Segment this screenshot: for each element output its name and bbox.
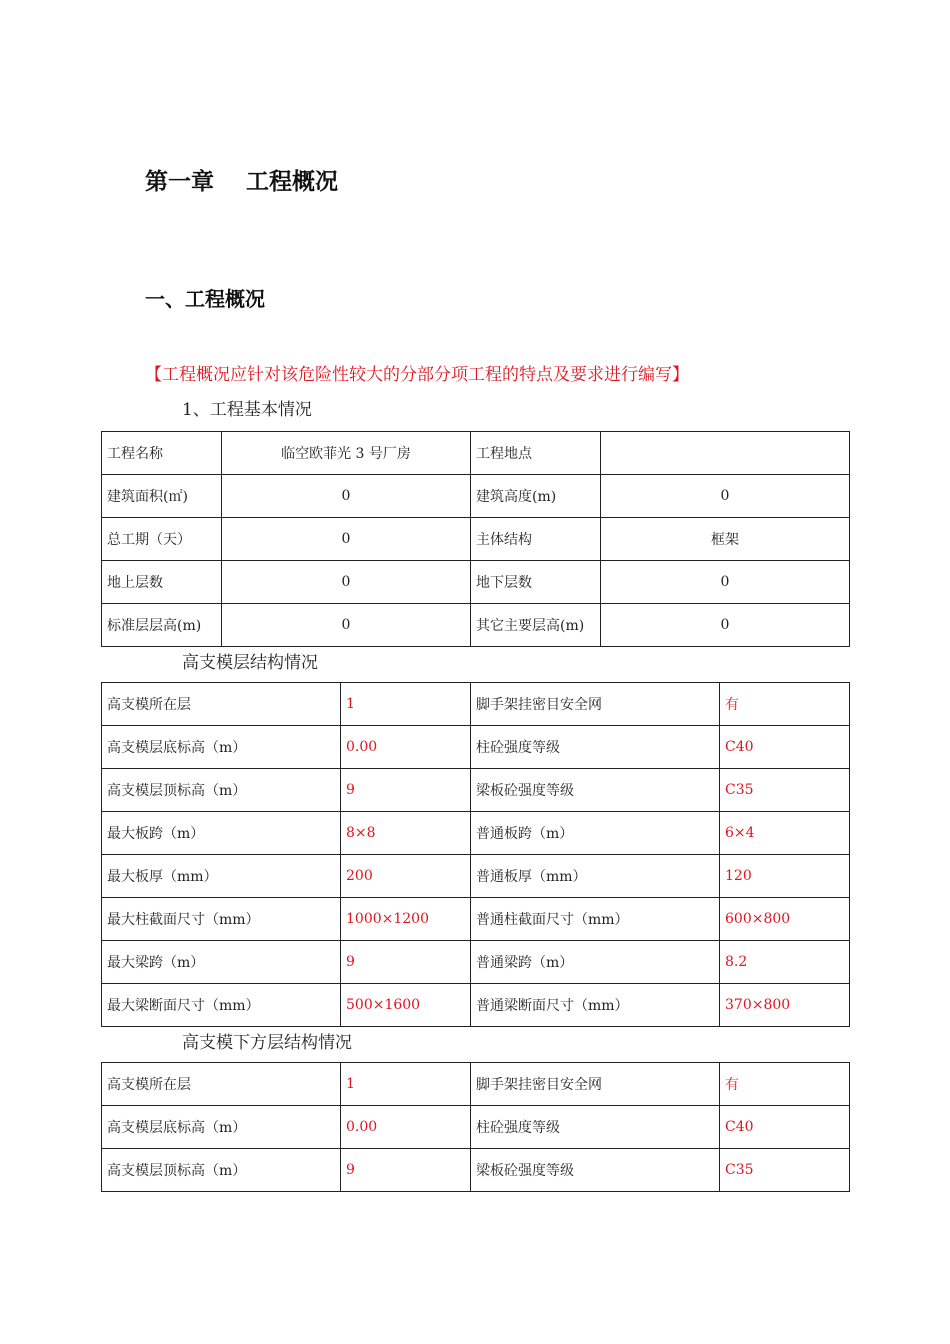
cell-value: 1 (341, 1063, 471, 1106)
chapter-title (145, 163, 338, 196)
basic-info-heading: 1、工程基本情况 (182, 400, 312, 420)
table-row (102, 1063, 850, 1106)
cell-label: 最大柱截面尺寸（mm） (102, 898, 341, 941)
cell-value: 370×800 (720, 984, 850, 1027)
cell-value: C35 (720, 1149, 850, 1192)
cell-value: 9 (341, 1149, 471, 1192)
table-row (102, 1149, 850, 1192)
cell-value: 0 (601, 561, 850, 604)
cell-label: 总工期（天） (102, 518, 222, 561)
cell-label: 最大梁跨（m） (102, 941, 341, 984)
cell-value: 200 (341, 855, 471, 898)
cell-label: 梁板砼强度等级 (471, 769, 720, 812)
cell-label: 工程地点 (471, 432, 601, 475)
cell-value: 8×8 (341, 812, 471, 855)
cell-value: 9 (341, 941, 471, 984)
cell-value: C40 (720, 1106, 850, 1149)
cell-value: 0 (601, 604, 850, 647)
cell-value: C35 (720, 769, 850, 812)
table-row (102, 518, 850, 561)
chapter-name: 工程概况 (246, 169, 339, 195)
cell-label: 最大板跨（m） (102, 812, 341, 855)
cell-label: 高支模层顶标高（m） (102, 769, 341, 812)
cell-label: 建筑高度(m) (471, 475, 601, 518)
table-row (102, 726, 850, 769)
cell-value: 框架 (601, 518, 850, 561)
table-row (102, 432, 850, 475)
cell-value: 临空欧菲光 3 号厂房 (222, 432, 471, 475)
below-layer-heading: 高支模下方层结构情况 (182, 1033, 352, 1053)
cell-label: 脚手架挂密目安全网 (471, 683, 720, 726)
cell-label: 脚手架挂密目安全网 (471, 1063, 720, 1106)
cell-value: 0.00 (341, 1106, 471, 1149)
cell-value: 有 (720, 683, 850, 726)
cell-value: 0 (222, 475, 471, 518)
cell-label: 普通梁断面尺寸（mm） (471, 984, 720, 1027)
cell-label: 地上层数 (102, 561, 222, 604)
table-row (102, 855, 850, 898)
cell-value: 0 (222, 518, 471, 561)
table-row (102, 475, 850, 518)
cell-value: 1000×1200 (341, 898, 471, 941)
table-row (102, 812, 850, 855)
cell-value: 1 (341, 683, 471, 726)
cell-value: 0 (222, 604, 471, 647)
cell-label: 其它主要层高(m) (471, 604, 601, 647)
high-formwork-heading: 高支模层结构情况 (182, 653, 318, 673)
table-row (102, 561, 850, 604)
chapter-number: 第一章 (145, 169, 214, 195)
cell-value: 有 (720, 1063, 850, 1106)
cell-label: 高支模层底标高（m） (102, 1106, 341, 1149)
cell-value: 120 (720, 855, 850, 898)
high-formwork-table (101, 682, 850, 1027)
cell-label: 普通板跨（m） (471, 812, 720, 855)
below-layer-table (101, 1062, 850, 1192)
cell-label: 普通柱截面尺寸（mm） (471, 898, 720, 941)
cell-value (601, 432, 850, 475)
cell-label: 高支模层顶标高（m） (102, 1149, 341, 1192)
cell-label: 最大板厚（mm） (102, 855, 341, 898)
table-row (102, 984, 850, 1027)
cell-label: 柱砼强度等级 (471, 726, 720, 769)
table-row (102, 941, 850, 984)
cell-value: 0 (222, 561, 471, 604)
cell-value: 600×800 (720, 898, 850, 941)
table-row (102, 604, 850, 647)
cell-label: 柱砼强度等级 (471, 1106, 720, 1149)
cell-label: 最大梁断面尺寸（mm） (102, 984, 341, 1027)
table-row (102, 898, 850, 941)
cell-label: 标准层层高(m) (102, 604, 222, 647)
cell-value: 6×4 (720, 812, 850, 855)
writing-instruction-note: 【工程概况应针对该危险性较大的分部分项工程的特点及要求进行编写】 (145, 365, 689, 385)
cell-value: 0.00 (341, 726, 471, 769)
cell-label: 工程名称 (102, 432, 222, 475)
section-title: 一、工程概况 (145, 287, 265, 311)
table-row (102, 769, 850, 812)
table-row (102, 683, 850, 726)
table-row (102, 1106, 850, 1149)
cell-label: 地下层数 (471, 561, 601, 604)
cell-label: 普通板厚（mm） (471, 855, 720, 898)
cell-value: 500×1600 (341, 984, 471, 1027)
cell-value: 0 (601, 475, 850, 518)
cell-value: 9 (341, 769, 471, 812)
cell-label: 普通梁跨（m） (471, 941, 720, 984)
cell-label: 建筑面积(㎡) (102, 475, 222, 518)
cell-value: C40 (720, 726, 850, 769)
basic-info-table (101, 431, 850, 647)
cell-label: 高支模层底标高（m） (102, 726, 341, 769)
cell-label: 梁板砼强度等级 (471, 1149, 720, 1192)
cell-value: 8.2 (720, 941, 850, 984)
cell-label: 主体结构 (471, 518, 601, 561)
cell-label: 高支模所在层 (102, 683, 341, 726)
cell-label: 高支模所在层 (102, 1063, 341, 1106)
